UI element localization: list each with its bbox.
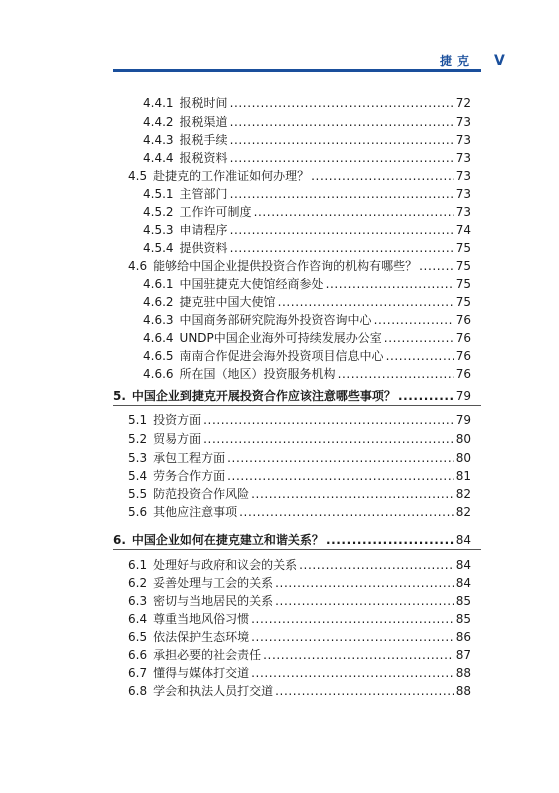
toc-entry-number: 6. bbox=[113, 533, 126, 547]
page-number: V bbox=[494, 53, 505, 69]
toc-chapter-entry[interactable] bbox=[113, 389, 471, 403]
dot-leader bbox=[230, 96, 454, 110]
dot-leader bbox=[398, 389, 454, 403]
toc-entry-page: 85 bbox=[455, 594, 471, 608]
toc-entry-number: 4.5.1 bbox=[143, 187, 174, 201]
dot-leader bbox=[230, 223, 454, 237]
toc-entry-page: 73 bbox=[455, 133, 471, 147]
toc-entry-number: 4.6.3 bbox=[143, 313, 174, 327]
dot-leader bbox=[239, 505, 454, 519]
chapter-divider bbox=[113, 405, 481, 406]
toc-entry-number: 4.6.2 bbox=[143, 295, 174, 309]
toc-entry-page: 79 bbox=[455, 413, 471, 427]
toc-entry-number: 4.4.1 bbox=[143, 96, 174, 110]
toc-entry[interactable] bbox=[143, 133, 471, 147]
dot-leader bbox=[299, 558, 454, 572]
toc-entry[interactable] bbox=[143, 331, 471, 345]
toc-entry-title: 赴捷克的工作准证如何办理？ bbox=[153, 169, 310, 183]
toc-entry-page: 84 bbox=[455, 558, 471, 572]
toc-entry-title: 承担必要的社会责任 bbox=[153, 648, 262, 662]
toc-entry-title: 劳务合作方面 bbox=[153, 469, 226, 483]
toc-entry[interactable] bbox=[128, 558, 471, 572]
toc-entry-page: 76 bbox=[455, 349, 471, 363]
toc-entry-page: 87 bbox=[455, 648, 471, 662]
toc-entry-title: 懂得与媒体打交道 bbox=[153, 666, 250, 680]
dot-leader bbox=[278, 295, 454, 309]
toc-entry-page: 84 bbox=[455, 533, 471, 547]
toc-entry-page: 75 bbox=[455, 277, 471, 291]
toc-entry-page: 88 bbox=[455, 684, 471, 698]
toc-entry[interactable] bbox=[128, 630, 471, 644]
toc-entry-number: 5.2 bbox=[128, 432, 148, 446]
toc-entry-page: 84 bbox=[455, 576, 471, 590]
toc-entry-number: 5.4 bbox=[128, 469, 148, 483]
dot-leader bbox=[275, 594, 454, 608]
toc-entry-page: 75 bbox=[455, 295, 471, 309]
toc-entry-title: 依法保护生态环境 bbox=[153, 630, 250, 644]
dot-leader bbox=[338, 367, 454, 381]
dot-leader bbox=[230, 115, 454, 129]
toc-entry-number: 6.3 bbox=[128, 594, 148, 608]
toc-entry[interactable] bbox=[128, 594, 471, 608]
toc-entry-title: 南南合作促进会海外投资项目信息中心 bbox=[179, 349, 384, 363]
toc-entry-page: 75 bbox=[455, 241, 471, 255]
toc-entry-title: 工作许可制度 bbox=[179, 205, 252, 219]
chapter-divider bbox=[113, 549, 481, 550]
toc-entry-title: 能够给中国企业提供投资合作咨询的机构有哪些？ bbox=[153, 259, 418, 273]
toc-entry-title: 报税手续 bbox=[179, 133, 228, 147]
dot-leader bbox=[227, 451, 454, 465]
toc-entry-page: 73 bbox=[455, 115, 471, 129]
toc-entry-page: 76 bbox=[455, 367, 471, 381]
toc-entry-title: 承包工程方面 bbox=[153, 451, 226, 465]
toc-entry-title: 处理好与政府和议会的关系 bbox=[153, 558, 298, 572]
toc-entry-page: 80 bbox=[455, 451, 471, 465]
toc-entry-title: 防范投资合作风险 bbox=[153, 487, 250, 501]
toc-entry-title: UNDP中国企业海外可持续发展办公室 bbox=[179, 331, 382, 345]
toc-entry-title: 密切与当地居民的关系 bbox=[153, 594, 274, 608]
toc-entry-title: 其他应注意事项 bbox=[153, 505, 238, 519]
dot-leader bbox=[374, 313, 454, 327]
toc-entry-title: 申请程序 bbox=[179, 223, 228, 237]
toc-entry-number: 5.1 bbox=[128, 413, 148, 427]
dot-leader bbox=[230, 187, 454, 201]
toc-entry-page: 88 bbox=[455, 666, 471, 680]
toc-entry-title: 贸易方面 bbox=[153, 432, 202, 446]
toc-entry[interactable] bbox=[128, 432, 471, 446]
dot-leader bbox=[230, 133, 454, 147]
toc-entry[interactable] bbox=[143, 241, 471, 255]
toc-entry[interactable] bbox=[128, 451, 471, 465]
running-header-title: 捷克 bbox=[439, 54, 474, 68]
toc-entry-title: 尊重当地风俗习惯 bbox=[153, 612, 250, 626]
toc-entry[interactable] bbox=[128, 684, 471, 698]
dot-leader bbox=[386, 349, 454, 363]
toc-entry-page: 76 bbox=[455, 313, 471, 327]
toc-entry-number: 5.5 bbox=[128, 487, 148, 501]
toc-entry-title: 报税时间 bbox=[179, 96, 228, 110]
toc-entry-page: 81 bbox=[455, 469, 471, 483]
toc-entry-page: 73 bbox=[455, 151, 471, 165]
toc-entry[interactable] bbox=[128, 666, 471, 680]
toc-entry[interactable] bbox=[128, 505, 471, 519]
toc-entry-page: 82 bbox=[455, 505, 471, 519]
toc-entry-number: 4.6 bbox=[128, 259, 148, 273]
toc-entry[interactable] bbox=[128, 576, 471, 590]
toc-entry-page: 74 bbox=[455, 223, 471, 237]
dot-leader bbox=[203, 413, 454, 427]
toc-entry[interactable] bbox=[143, 151, 471, 165]
toc-entry-title: 提供资料 bbox=[179, 241, 228, 255]
toc-entry-page: 79 bbox=[455, 389, 471, 403]
toc-entry[interactable] bbox=[128, 259, 471, 273]
toc-entry-number: 4.5.4 bbox=[143, 241, 174, 255]
toc-entry-number: 4.5.2 bbox=[143, 205, 174, 219]
toc-entry-number: 4.6.5 bbox=[143, 349, 174, 363]
dot-leader bbox=[384, 331, 454, 345]
toc-entry-number: 6.4 bbox=[128, 612, 148, 626]
dot-leader bbox=[230, 241, 454, 255]
toc-entry-page: 82 bbox=[455, 487, 471, 501]
dot-leader bbox=[419, 259, 454, 273]
toc-entry-page: 75 bbox=[455, 259, 471, 273]
toc-entry-title: 中国企业到捷克开展投资合作应该注意哪些事项？ bbox=[131, 389, 396, 403]
toc-chapter-entry[interactable] bbox=[113, 533, 471, 547]
dot-leader bbox=[230, 151, 454, 165]
dot-leader bbox=[254, 205, 454, 219]
toc-entry[interactable] bbox=[128, 413, 471, 427]
toc-entry[interactable] bbox=[128, 648, 471, 662]
toc-entry[interactable] bbox=[128, 487, 471, 501]
toc-entry-title: 所在国（地区）投资服务机构 bbox=[179, 367, 336, 381]
dot-leader bbox=[275, 576, 454, 590]
toc-entry-number: 6.7 bbox=[128, 666, 148, 680]
toc-entry-title: 妥善处理与工会的关系 bbox=[153, 576, 274, 590]
toc-entry[interactable] bbox=[143, 96, 471, 110]
toc-entry-number: 5. bbox=[113, 389, 126, 403]
toc-entry-number: 5.3 bbox=[128, 451, 148, 465]
toc-entry-number: 5.6 bbox=[128, 505, 148, 519]
dot-leader bbox=[326, 533, 454, 547]
toc-entry[interactable] bbox=[143, 349, 471, 363]
toc-entry-title: 中国企业如何在捷克建立和谐关系？ bbox=[131, 533, 324, 547]
toc-entry[interactable] bbox=[143, 205, 471, 219]
toc-entry-number: 6.1 bbox=[128, 558, 148, 572]
toc-entry-page: 76 bbox=[455, 331, 471, 345]
dot-leader bbox=[251, 630, 454, 644]
dot-leader bbox=[251, 612, 454, 626]
toc-entry[interactable] bbox=[143, 367, 471, 381]
toc-entry-title: 主管部门 bbox=[179, 187, 228, 201]
dot-leader bbox=[251, 487, 454, 501]
dot-leader bbox=[275, 684, 454, 698]
toc-entry-number: 6.6 bbox=[128, 648, 148, 662]
toc-entry[interactable] bbox=[143, 295, 471, 309]
toc-entry-page: 86 bbox=[455, 630, 471, 644]
toc-entry-page: 73 bbox=[455, 187, 471, 201]
toc-entry[interactable] bbox=[143, 115, 471, 129]
dot-leader bbox=[311, 169, 454, 183]
toc-entry-page: 73 bbox=[455, 205, 471, 219]
toc-entry-page: 85 bbox=[455, 612, 471, 626]
toc-entry-number: 4.5 bbox=[128, 169, 148, 183]
dot-leader bbox=[227, 469, 454, 483]
toc-entry-number: 4.5.3 bbox=[143, 223, 174, 237]
toc-entry-title: 学会和执法人员打交道 bbox=[153, 684, 274, 698]
toc-entry-number: 6.2 bbox=[128, 576, 148, 590]
toc-entry-number: 4.6.4 bbox=[143, 331, 174, 345]
header-rule bbox=[113, 69, 481, 72]
toc-entry-title: 中国商务部研究院海外投资咨询中心 bbox=[179, 313, 372, 327]
toc-entry-page: 72 bbox=[455, 96, 471, 110]
dot-leader bbox=[326, 277, 454, 291]
toc-entry-number: 4.4.4 bbox=[143, 151, 174, 165]
toc-entry-title: 投资方面 bbox=[153, 413, 202, 427]
toc-entry-number: 4.4.2 bbox=[143, 115, 174, 129]
toc-entry-number: 6.5 bbox=[128, 630, 148, 644]
toc-entry-number: 4.4.3 bbox=[143, 133, 174, 147]
toc-entry[interactable] bbox=[143, 313, 471, 327]
toc-entry[interactable] bbox=[128, 469, 471, 483]
toc-entry-number: 4.6.6 bbox=[143, 367, 174, 381]
toc-entry-number: 6.8 bbox=[128, 684, 148, 698]
toc-entry[interactable] bbox=[128, 612, 471, 626]
toc-entry-page: 80 bbox=[455, 432, 471, 446]
dot-leader bbox=[203, 432, 454, 446]
toc-entry-title: 报税资料 bbox=[179, 151, 228, 165]
toc-entry[interactable] bbox=[143, 277, 471, 291]
dot-leader bbox=[251, 666, 454, 680]
toc-entry-title: 报税渠道 bbox=[179, 115, 228, 129]
toc-entry[interactable] bbox=[143, 187, 471, 201]
toc-entry-page: 73 bbox=[455, 169, 471, 183]
dot-leader bbox=[263, 648, 454, 662]
toc-entry-title: 捷克驻中国大使馆 bbox=[179, 295, 276, 309]
toc-entry-number: 4.6.1 bbox=[143, 277, 174, 291]
toc-entry[interactable] bbox=[143, 223, 471, 237]
toc-entry[interactable] bbox=[128, 169, 471, 183]
toc-entry-title: 中国驻捷克大使馆经商参处 bbox=[179, 277, 324, 291]
